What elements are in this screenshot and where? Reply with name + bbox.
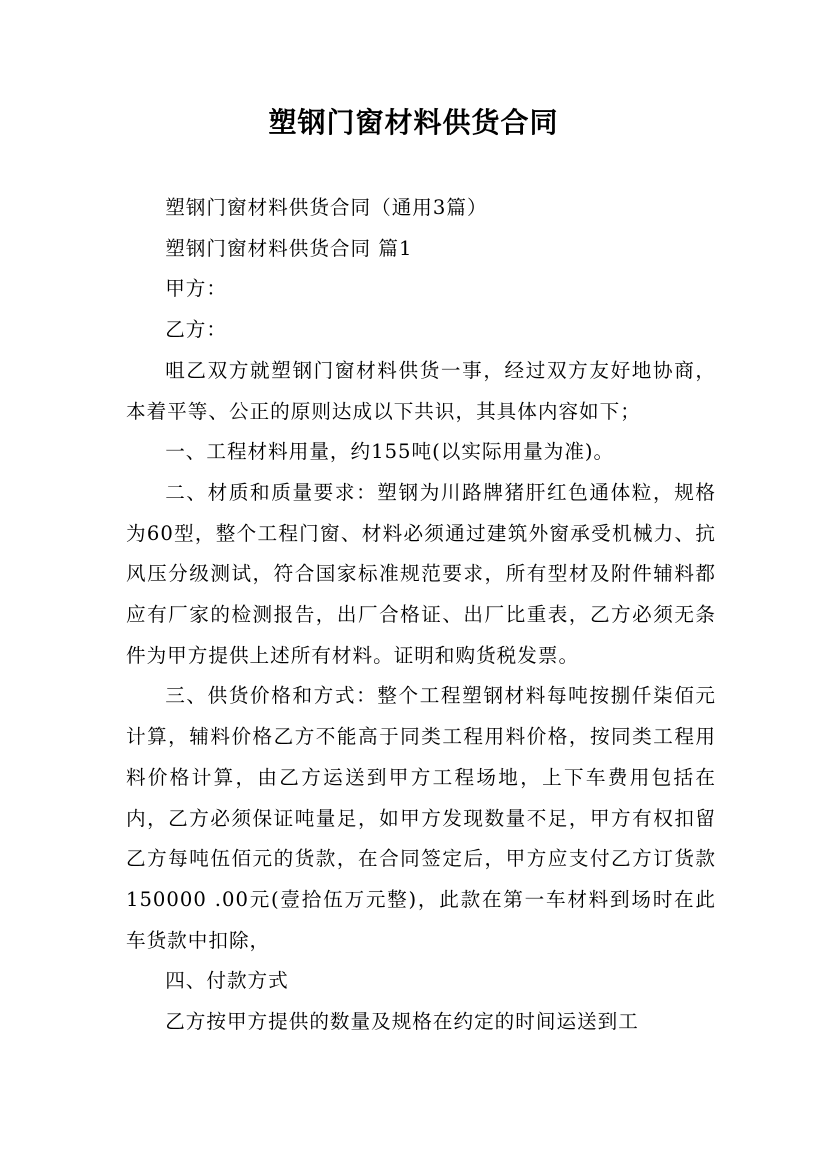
paragraph-subtitle: 塑钢门窗材料供货合同（通用3篇） — [165, 196, 488, 219]
paragraph-preamble: 咀乙双方就塑钢门窗材料供货一事，经过双方友好地协商，本着平等、公正的原则达成以下共识，其具体内容如下； — [126, 358, 716, 423]
paragraph-clause-2: 二、材质和质量要求：塑钢为川路牌猪肝红色通体粒，规格为60型，整个工程门窗、材料必须通过建筑外窗承受机械力、抗风压分级测试，符合国家标准规范要求，所有型材及附件辅料都应有厂家的检测报告，出厂合格证、出厂比重表，乙方必须无条件为甲方提供上述所有材料。证明和购货税发票。 — [126, 480, 716, 667]
paragraph-clause-4-heading: 四、付款方式 — [165, 969, 289, 993]
paragraph-party-a: 甲方： — [165, 277, 227, 301]
paragraph-party-b: 乙方： — [165, 318, 227, 342]
paragraph-clause-3: 三、供货价格和方式：整个工程塑钢材料每吨按捌仟柒佰元计算，辅料价格乙方不能高于同类工程用料价格，按同类工程用料价格计算，由乙方运送到甲方工程场地，上下车费用包括在内，乙方必须保证吨量足，如甲方发现数量不足，甲方有权扣留乙方每吨伍佰元的货款，在合同签定后，甲方应支付乙方订货款150000 .00元(壹拾伍万元整)，此款在第一车材料到场时在此车货款中扣除， — [126, 684, 716, 952]
paragraph-section-heading: 塑钢门窗材料供货合同 篇1 — [165, 236, 413, 260]
document-body — [126, 188, 716, 1043]
paragraph-clause-4-body: 乙方按甲方提供的数量及规格在约定的时间运送到工 — [165, 1010, 639, 1034]
document-title: 塑钢门窗材料供货合同 — [268, 106, 559, 139]
paragraph-clause-1: 一、工程材料用量，约155吨(以实际用量为准)。 — [165, 440, 615, 464]
